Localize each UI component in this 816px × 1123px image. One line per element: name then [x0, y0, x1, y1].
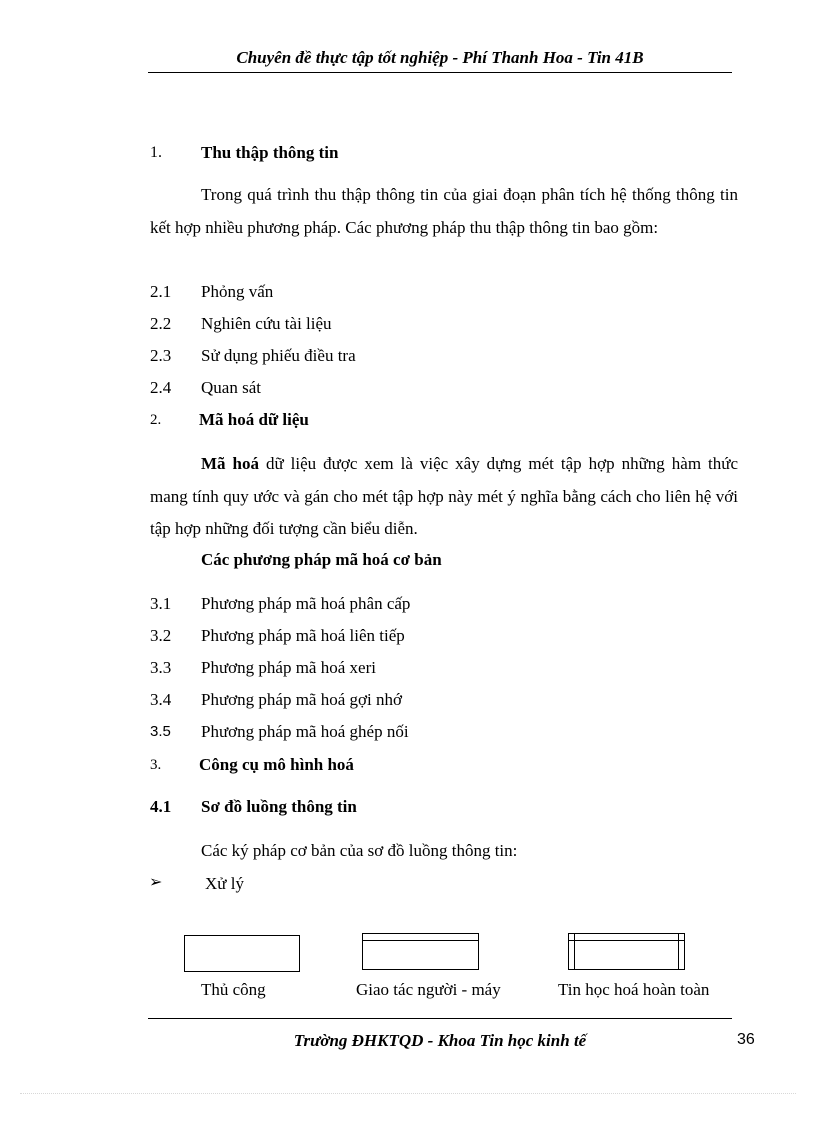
- list-item-number: 3.5: [150, 723, 171, 740]
- list-item-number: 3.1: [150, 594, 172, 613]
- list-item: Nghiên cứu tài liệu: [201, 314, 332, 333]
- header-rule: [148, 72, 732, 73]
- symbol-caption: Giao tác người - máy: [356, 980, 501, 999]
- page-footer: Trường ĐHKTQD - Khoa Tin học kinh tế: [293, 1031, 587, 1050]
- section-title: Công cụ mô hình hoá: [199, 755, 354, 774]
- human-machine-process-icon: [362, 933, 479, 970]
- list-item: Phương pháp mã hoá ghép nối: [201, 722, 409, 741]
- footer-rule: [148, 1018, 732, 1019]
- section-number: 1.: [150, 144, 162, 161]
- section-title: Mã hoá dữ liệu: [199, 410, 309, 429]
- paragraph: [150, 179, 738, 244]
- list-item: Phương pháp mã hoá gợi nhớ: [201, 690, 402, 709]
- list-item-number: 3.4: [150, 690, 172, 709]
- computer-process-icon: [568, 933, 685, 970]
- list-item-number: 2.1: [150, 282, 172, 301]
- page-header: Chuyên đề thực tập tốt nghiệp - Phí Thanh Hoa - Tin 41B: [236, 48, 644, 67]
- page-edge: [20, 1093, 796, 1094]
- list-item: Sử dụng phiếu điều tra: [201, 346, 356, 365]
- section-title: Thu thập thông tin: [201, 143, 339, 162]
- list-item: Quan sát: [201, 378, 261, 397]
- list-item-number: 2.4: [150, 378, 172, 397]
- section-title: Sơ đồ luồng thông tin: [201, 797, 357, 816]
- section-number: 4.1: [150, 797, 172, 816]
- paragraph: [150, 448, 738, 546]
- paragraph-text: dữ liệu được xem là việc xây dựng mét tập hợp những hàm thức mang tính quy ước và gán cho mét tập hợp này mét ý nghĩa bằng cách cho liên hệ với tập hợp những đối tượng cần biểu diễn.: [150, 454, 739, 538]
- symbol-caption: Tin học hoá hoàn toàn: [558, 980, 710, 999]
- manual-process-icon: [184, 935, 300, 972]
- paragraph-bold: Mã hoá: [201, 454, 259, 473]
- list-item-number: 2.3: [150, 346, 172, 365]
- list-item: Phương pháp mã hoá xeri: [201, 658, 376, 677]
- symbol-caption: Thủ công: [201, 980, 266, 999]
- intro-text: Các ký pháp cơ bản của sơ đồ luồng thông tin:: [201, 841, 518, 860]
- list-item: Phỏng vấn: [201, 282, 274, 301]
- list-item: Phương pháp mã hoá phân cấp: [201, 594, 411, 613]
- section-number: 2.: [150, 412, 162, 428]
- subheading: Các phương pháp mã hoá cơ bản: [201, 550, 442, 569]
- section-number: 3.: [150, 757, 162, 773]
- list-item-number: 3.3: [150, 658, 172, 677]
- paragraph-text: Trong quá trình thu thập thông tin của giai đoạn phân tích hệ thống thông tin kết hợp nhiều phương pháp. Các phương pháp thu thập thông tin bao gồm:: [150, 185, 738, 237]
- arrow-bullet-icon: ➢: [149, 874, 163, 891]
- list-item: Phương pháp mã hoá liên tiếp: [201, 626, 405, 645]
- page-number: 36: [737, 1031, 755, 1048]
- bullet-label: Xử lý: [205, 874, 244, 893]
- list-item-number: 3.2: [150, 626, 172, 645]
- list-item-number: 2.2: [150, 314, 172, 333]
